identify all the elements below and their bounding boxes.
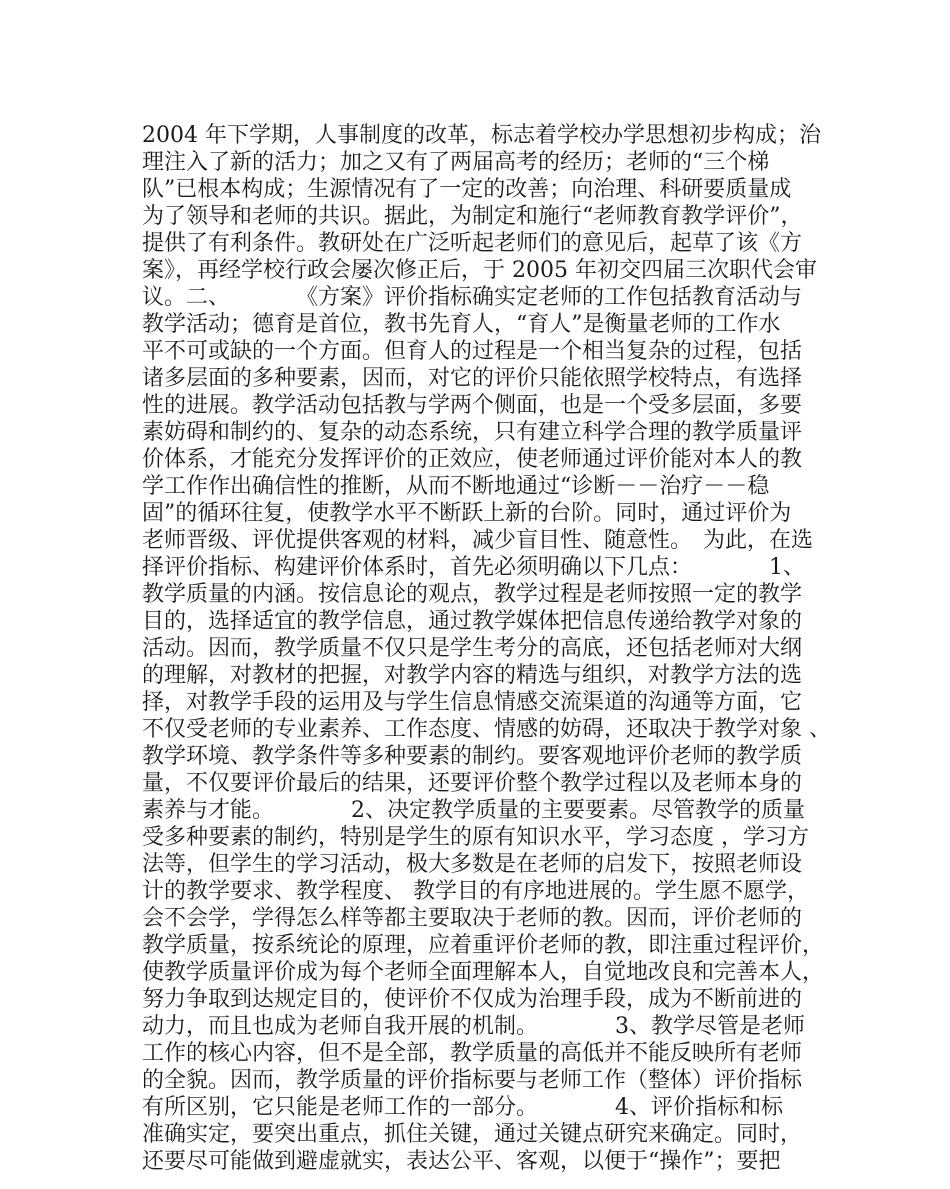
text-line: 议。二、 《方案》评价指标确实定老师的工作包括教育活动与	[142, 285, 803, 310]
text-line: 准确实定，要突出重点，抓住关键，通过关键点研究来确定。同时，	[142, 1122, 803, 1147]
text-line: 的全貌。因而，教学质量的评价指标要与老师工作（整体）评价指标	[142, 1068, 803, 1093]
text-line: 理注入了新的活力；加之又有了两届高考的经历；老师的“三个梯	[142, 150, 770, 175]
text-line: 诸多层面的多种要素，因而，对它的评价只能依照学校特点，有选择	[142, 366, 803, 391]
text-line: 受多种要素的制约，特别是学生的原有知识水平，学习态度 ，学习方	[142, 825, 809, 850]
text-line: 性的进展。教学活动包括教与学两个侧面，也是一个受多层面，多要	[142, 393, 803, 418]
text-line: 择，对教学手段的运用及与学生信息情感交流渠道的沟通等方面，它	[142, 690, 803, 715]
text-line: 努力争取到达规定目的，使评价不仅成为治理手段，成为不断前进的	[142, 987, 803, 1012]
text-line: 会不会学，学得怎么样等都主要取决于老师的教。因而，评价老师的	[142, 906, 803, 931]
text-line: 素妨碍和制约的、复杂的动态系统，只有建立科学合理的教学质量评	[142, 420, 803, 445]
text-line: 不仅受老师的专业素养、工作态度、情感的妨碍，还取决于教学对象 、	[142, 717, 831, 742]
text-line: 活动。因而，教学质量不仅只是学生考分的高底，还包括老师对大纲	[142, 636, 803, 661]
text-line: 量，不仅要评价最后的结果，还要评价整个教学过程以及老师本身的	[142, 771, 803, 796]
text-line: 为了领导和老师的共识。据此，为制定和施行“老师教育教学评价”，	[142, 204, 803, 229]
body-text	[142, 122, 831, 1175]
text-line: 还要尽可能做到避虚就实，表达公平、客观，以便于“操作”；要把	[142, 1149, 781, 1174]
text-line: 目的，选择适宜的教学信息，通过教学媒体把信息传递给教学对象的	[142, 609, 803, 634]
text-line: 择评价指标、构建评价体系时，首先必须明确以下几点： 1、	[142, 555, 805, 580]
text-line: 法等，但学生的学习活动，极大多数是在老师的启发下，按照老师设	[142, 852, 803, 877]
text-line: 案》，再经学校行政会屡次修正后，于 2005 年初交四届三次职代会审	[142, 258, 817, 283]
text-line: 动力，而且也成为老师自我开展的机制。 3、教学尽管是老师	[142, 1014, 805, 1039]
text-line: 的理解，对教材的把握，对教学内容的精选与组织，对教学方法的选	[142, 663, 803, 688]
text-line: 使教学质量评价成为每个老师全面理解本人，自觉地改良和完善本人，	[142, 960, 825, 985]
text-line: 固”的循环往复，使教学水平不断跃上新的台阶。同时，通过评价为	[142, 501, 792, 526]
text-line: 有所区别，它只能是老师工作的一部分。 4、评价指标和标	[142, 1095, 783, 1120]
text-line: 素养与才能。 2、决定教学质量的主要要素。尽管教学的质量	[142, 798, 805, 823]
text-line: 队”已根本构成；生源情况有了一定的改善；向治理、科研要质量成	[142, 177, 792, 202]
text-line: 2004 年下学期，人事制度的改革，标志着学校办学思想初步构成；治	[142, 123, 821, 148]
text-line: 平不可或缺的一个方面。但育人的过程是一个相当复杂的过程，包括	[142, 339, 803, 364]
text-line: 工作的核心内容，但不是全部，教学质量的高低并不能反映所有老师	[142, 1041, 803, 1066]
text-line: 计的教学要求、教学程度、 教学目的有序地进展的。学生愿不愿学，	[142, 879, 809, 904]
text-line: 价体系，才能充分发挥评价的正效应，使老师通过评价能对本人的教	[142, 447, 803, 472]
text-line: 教学质量，按系统论的原理，应着重评价老师的教，即注重过程评价，	[142, 933, 825, 958]
text-line: 学工作作出确信性的推断，从而不断地通过“诊断－－治疗－－稳	[142, 474, 770, 499]
text-line: 提供了有利条件。教研处在广泛听起老师们的意见后，起草了该《方	[142, 231, 803, 256]
text-line: 教学环境、教学条件等多种要素的制约。要客观地评价老师的教学质	[142, 744, 803, 769]
text-line: 教学质量的内涵。按信息论的观点，教学过程是老师按照一定的教学	[142, 582, 803, 607]
text-line: 老师晋级、评优提供客观的材料，减少盲目性、随意性。 为此，在选	[142, 528, 814, 553]
text-line: 教学活动；德育是首位，教书先育人，“育人”是衡量老师的工作水	[142, 312, 781, 337]
